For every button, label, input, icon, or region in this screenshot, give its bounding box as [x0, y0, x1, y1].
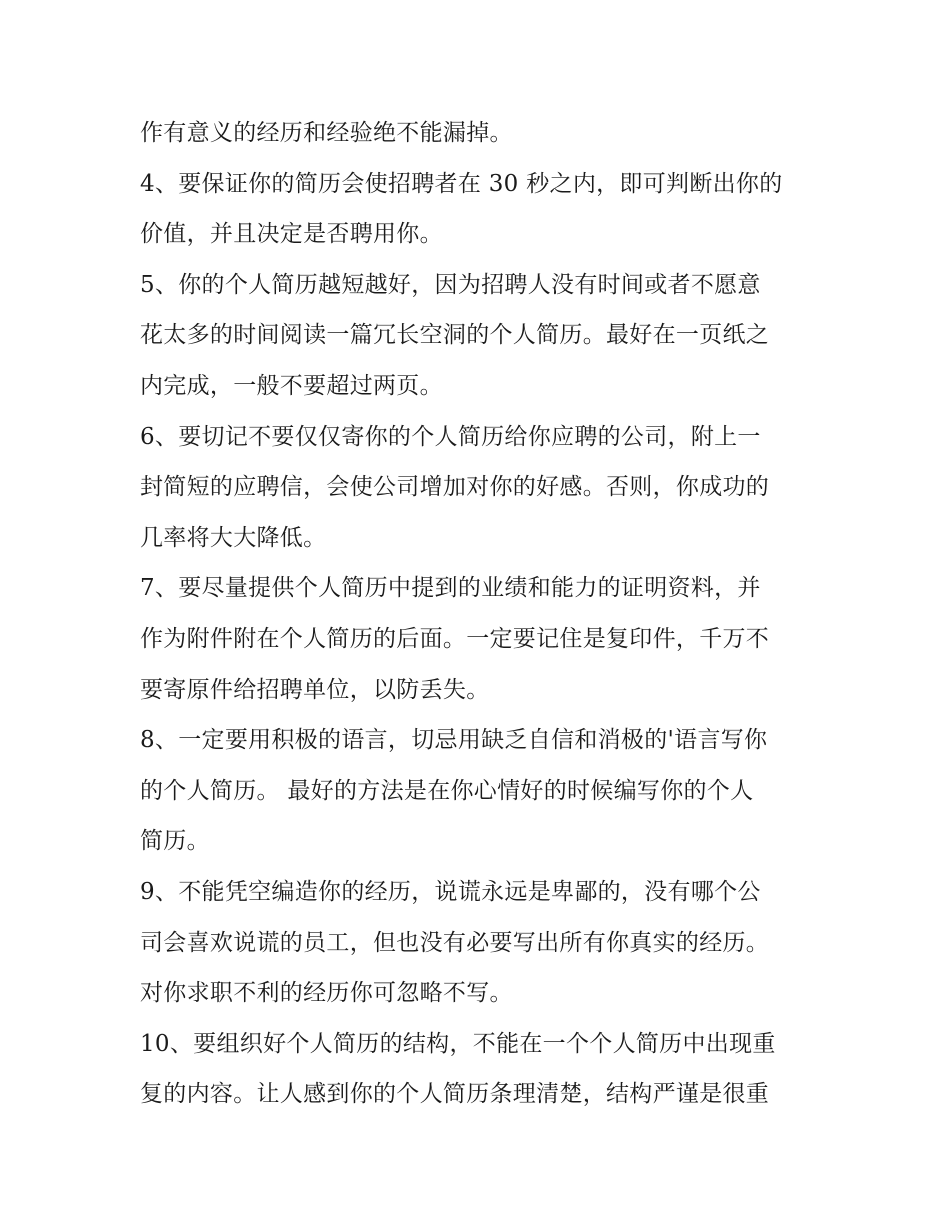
- text-line: 6、要切记不要仅仅寄你的个人简历给你应聘的公司，附上一: [140, 423, 761, 450]
- text-line: 花太多的时间阅读一篇冗长空洞的个人简历。最好在一页纸之: [140, 322, 770, 349]
- text-line: 对你求职不利的经历你可忽略不写。: [140, 980, 513, 1007]
- text-line: 简历。: [140, 828, 210, 855]
- text-line: 价值，并且决定是否聘用你。: [140, 221, 443, 248]
- text-line: 复的内容。让人感到你的个人简历条理清楚，结构严谨是很重: [140, 1081, 770, 1108]
- text-line: 作为附件附在个人简历的后面。一定要记住是复印件，千万不: [140, 625, 770, 652]
- text-line: 要寄原件给招聘单位，以防丢失。: [140, 676, 490, 703]
- text-line: 作有意义的经历和经验绝不能漏掉。: [140, 120, 513, 146]
- body-text: [140, 108, 820, 1120]
- text-line: 5、你的个人简历越短越好，因为招聘人没有时间或者不愿意: [140, 271, 761, 298]
- text-line: 内完成，一般不要超过两页。: [140, 372, 443, 399]
- text-line: 8、一定要用积极的语言，切忌用缺乏自信和消极的'语言写你: [140, 727, 768, 754]
- text-line: 封简短的应聘信，会使公司增加对你的好感。否则，你成功的: [140, 474, 770, 501]
- text-line: 的个人简历。 最好的方法是在你心情好的时候编写你的个人: [140, 777, 754, 804]
- text-line: 司会喜欢说谎的员工，但也没有必要写出所有你真实的经历。: [140, 929, 770, 956]
- text-line: 10、要组织好个人简历的结构，不能在一个个人简历中出现重: [140, 1030, 776, 1057]
- text-line: 9、不能凭空编造你的经历，说谎永远是卑鄙的，没有哪个公: [140, 878, 761, 905]
- text-line: 7、要尽量提供个人简历中提到的业绩和能力的证明资料，并: [140, 575, 761, 602]
- text-line: 几率将大大降低。: [140, 524, 327, 551]
- text-line: 4、要保证你的简历会使招聘者在 30 秒之内，即可判断出你的: [140, 170, 783, 197]
